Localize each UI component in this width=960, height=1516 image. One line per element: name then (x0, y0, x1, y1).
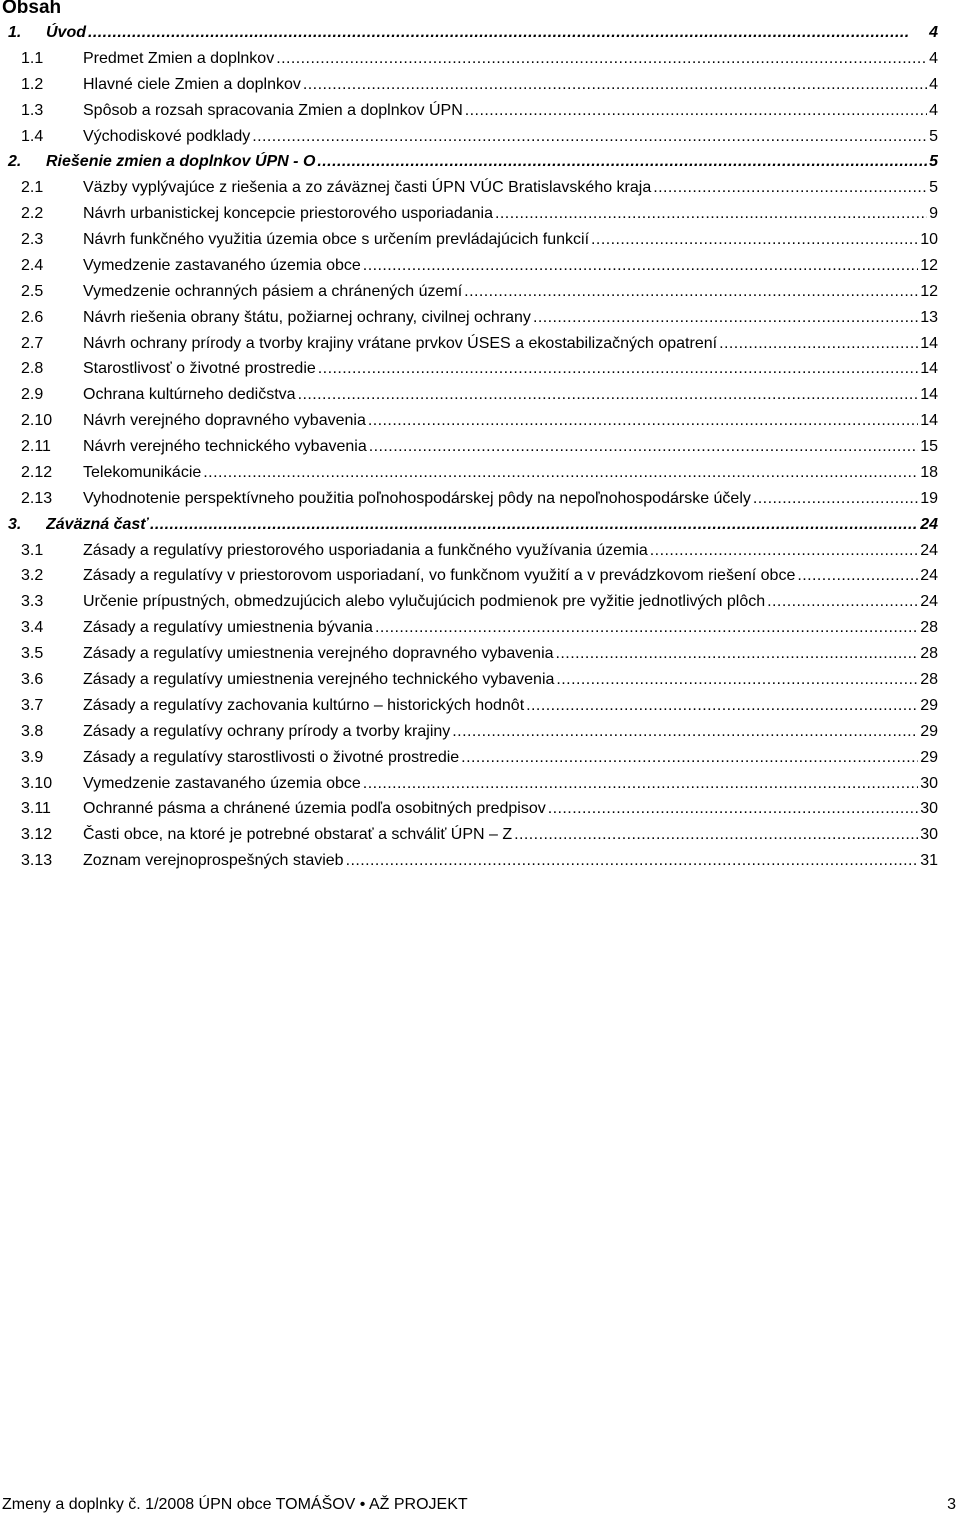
toc-entry[interactable] (0, 126, 938, 148)
toc-entry-title: Vymedzenie zastavaného územia obce (83, 775, 361, 792)
toc-entry-title: Vyhodnotenie perspektívneho použitia poľnohospodárskej pôdy na nepoľnohospodárske účely (83, 490, 751, 507)
toc-entry[interactable] (0, 617, 938, 639)
toc-entry-number: 3.11 (21, 800, 51, 817)
toc-entry-title: Telekomunikácie (83, 464, 202, 481)
toc-entry-number: 1.2 (21, 76, 44, 93)
toc-entry-page: 14 (920, 386, 938, 403)
toc-entry-title: Vymedzenie zastavaného územia obce (83, 257, 361, 274)
toc-entry-number: 2.12 (21, 464, 53, 481)
toc-entry[interactable] (0, 307, 938, 329)
toc-entry[interactable] (0, 229, 938, 251)
toc-entry-page: 12 (920, 283, 938, 300)
toc-entry-title: Zásady a regulatívy umiestnenia verejného technického vybavenia (83, 671, 555, 688)
toc-entry-number: 3.1 (21, 542, 44, 559)
dot-leader (461, 747, 918, 769)
toc-entry-number: 3.2 (21, 567, 44, 584)
toc-entry-title: Návrh verejného technického vybavenia (83, 438, 367, 455)
toc-entry[interactable] (0, 591, 938, 613)
toc-entry[interactable] (0, 462, 938, 484)
dot-leader (303, 74, 927, 96)
dot-leader (375, 617, 918, 639)
toc-entry-number: 2.9 (21, 386, 44, 403)
toc-entry-title: Východiskové podklady (83, 128, 251, 145)
dot-leader (363, 773, 918, 795)
toc-entry[interactable] (0, 281, 938, 303)
toc-entry[interactable] (0, 151, 938, 173)
toc-entry-number: 2.3 (21, 231, 44, 248)
dot-leader (298, 384, 919, 406)
toc-entry[interactable] (0, 74, 938, 96)
toc-entry-page: 29 (920, 749, 938, 766)
toc-entry-page: 24 (920, 567, 938, 584)
toc-entry-number: 2.6 (21, 309, 44, 326)
dot-leader (548, 798, 918, 820)
toc-entry-page: 28 (920, 645, 938, 662)
toc-entry-title: Určenie prípustných, obmedzujúcich alebo vylučujúcich podmienok pre vyžitie jednotlivých plôch (83, 593, 766, 610)
toc-entry[interactable] (0, 669, 938, 691)
dot-leader (533, 307, 918, 329)
dot-leader (452, 721, 918, 743)
dot-leader (719, 333, 918, 355)
toc-entry-page: 9 (929, 205, 938, 222)
dot-leader (203, 462, 918, 484)
toc-entry-title: Návrh urbanistickej koncepcie priestorového usporiadania (83, 205, 494, 222)
toc-entry-number: 1. (8, 24, 22, 41)
toc-entry-number: 1.4 (21, 128, 44, 145)
toc-entry-number: 2.10 (21, 412, 53, 429)
toc-entry[interactable] (0, 565, 938, 587)
toc-entry-title: Ochranné pásma a chránené územia podľa osobitných predpisov (83, 800, 546, 817)
toc-entry-page: 4 (929, 102, 938, 119)
dot-leader (767, 591, 918, 613)
toc-entry[interactable] (0, 721, 938, 743)
toc-entry-number: 2.11 (21, 438, 51, 455)
toc-entry-page: 10 (920, 231, 938, 248)
toc-entry-number: 3.6 (21, 671, 44, 688)
toc-entry-number: 3.8 (21, 723, 44, 740)
toc-entry-title: Návrh funkčného využitia územia obce s určením prevládajúcich funkcií (83, 231, 590, 248)
toc-entry-title: Úvod (46, 24, 86, 41)
toc-entry-number: 3.10 (21, 775, 53, 792)
toc-entry-page: 24 (920, 593, 938, 610)
toc-entry-page: 5 (929, 153, 938, 170)
dot-leader (368, 410, 918, 432)
dot-leader (514, 824, 918, 846)
toc-entry-page: 19 (920, 490, 938, 507)
toc-entry[interactable] (0, 540, 938, 562)
toc-entry-page: 14 (920, 412, 938, 429)
toc-entry-title: Riešenie zmien a doplnkov ÚPN - O (46, 153, 316, 170)
toc-entry[interactable] (0, 773, 938, 795)
toc-entry-number: 2.8 (21, 360, 44, 377)
toc-entry-title: Spôsob a rozsah spracovania Zmien a doplnkov ÚPN (83, 102, 463, 119)
toc-entry-title: Návrh ochrany prírody a tvorby krajiny vrátane prvkov ÚSES a ekostabilizačných opatrení (83, 335, 718, 352)
toc-entry-page: 30 (920, 775, 938, 792)
dot-leader (465, 100, 927, 122)
dot-leader (556, 669, 918, 691)
toc-entry-number: 2.13 (21, 490, 53, 507)
dot-leader (276, 48, 927, 70)
toc-entry[interactable] (0, 48, 938, 70)
toc-entry-number: 3.4 (21, 619, 44, 636)
dot-leader (346, 850, 919, 872)
toc-entry[interactable] (0, 177, 938, 199)
toc-entry[interactable] (0, 747, 938, 769)
toc-entry-number: 3.3 (21, 593, 44, 610)
toc-entry-title: Návrh riešenia obrany štátu, požiarnej ochrany, civilnej ochrany (83, 309, 531, 326)
toc-entry-page: 30 (920, 800, 938, 817)
toc-entry-page: 4 (929, 24, 938, 41)
toc-entry-title: Starostlivosť o životné prostredie (83, 360, 316, 377)
toc-entry-page: 24 (920, 516, 938, 533)
toc-entry-title: Predmet Zmien a doplnkov (83, 50, 275, 67)
toc-entry-number: 3. (8, 516, 22, 533)
footer-text: Zmeny a doplnky č. 1/2008 ÚPN obce TOMÁŠOV • AŽ PROJEKT (2, 1496, 468, 1513)
toc-entry-title: Záväzná časť (46, 516, 148, 533)
toc-entry-page: 29 (920, 723, 938, 740)
toc-entry[interactable] (0, 410, 938, 432)
toc-entry-page: 14 (920, 360, 938, 377)
toc-entry-number: 3.5 (21, 645, 44, 662)
toc-entry-number: 3.12 (21, 826, 53, 843)
dot-leader (556, 643, 919, 665)
toc-entry-title: Väzby vyplývajúce z riešenia a zo záväznej časti ÚPN VÚC Bratislavského kraja (83, 179, 652, 196)
page-title: Obsah (2, 0, 62, 18)
toc-entry[interactable] (0, 643, 938, 665)
toc-entry[interactable] (0, 333, 938, 355)
dot-leader (753, 488, 918, 510)
toc-entry-title: Zásady a regulatívy umiestnenia bývania (83, 619, 373, 636)
toc-entry[interactable] (0, 488, 938, 510)
toc-entry-page: 4 (929, 76, 938, 93)
dot-leader (369, 436, 918, 458)
toc-entry-title: Hlavné ciele Zmien a doplnkov (83, 76, 301, 93)
toc-entry-title: Ochrana kultúrneho dedičstva (83, 386, 296, 403)
toc-entry-page: 28 (920, 619, 938, 636)
toc-entry-title: Vymedzenie ochranných pásiem a chránených území (83, 283, 463, 300)
toc-entry-title: Časti obce, na ktoré je potrebné obstarať a schváliť ÚPN – Z (83, 826, 513, 843)
toc-entry-number: 3.9 (21, 749, 44, 766)
dot-leader (526, 695, 918, 717)
toc-entry-page: 4 (929, 50, 938, 67)
toc-entry-page: 5 (929, 128, 938, 145)
toc-entry-number: 1.3 (21, 102, 44, 119)
toc-entry-title: Zásady a regulatívy priestorového usporiadania a funkčného využívania územia (83, 542, 648, 559)
toc-entry-number: 1.1 (21, 50, 44, 67)
toc-entry-title: Návrh verejného dopravného vybavenia (83, 412, 366, 429)
dot-leader (464, 281, 918, 303)
toc-entry-page: 13 (920, 309, 938, 326)
toc-entry[interactable] (0, 850, 938, 872)
toc-entry-title: Zásady a regulatívy zachovania kultúrno – historických hodnôt (83, 697, 525, 714)
toc-entry-number: 2.1 (21, 179, 44, 196)
dot-leader (252, 126, 927, 148)
toc-entry-page: 31 (920, 852, 938, 869)
toc-entry-title: Zásady a regulatívy umiestnenia verejného dopravného vybavenia (83, 645, 554, 662)
dot-leader (650, 540, 918, 562)
toc-entry-page: 29 (920, 697, 938, 714)
toc-entry-number: 2.7 (21, 335, 44, 352)
toc-entry-number: 3.13 (21, 852, 53, 869)
toc-entry[interactable] (0, 436, 938, 458)
dot-leader (318, 358, 918, 380)
toc-entry-page: 5 (929, 179, 938, 196)
toc-entry-number: 2.5 (21, 283, 44, 300)
toc-entry-page: 30 (920, 826, 938, 843)
dot-leader (797, 565, 918, 587)
toc-entry-page: 24 (920, 542, 938, 559)
toc-entry-page: 12 (920, 257, 938, 274)
toc-entry[interactable] (0, 22, 938, 44)
dot-leader (591, 229, 918, 251)
toc-entry[interactable] (0, 100, 938, 122)
toc-entry[interactable] (0, 514, 938, 536)
toc-entry-number: 2.4 (21, 257, 44, 274)
toc-entry-number: 3.7 (21, 697, 44, 714)
toc-entry-title: Zásady a regulatívy v priestorovom usporiadaní, vo funkčnom využití a v prevádzkovom riešení obce (83, 567, 796, 584)
toc-entry-number: 2. (8, 153, 22, 170)
toc-entry-title: Zásady a regulatívy starostlivosti o životné prostredie (83, 749, 460, 766)
dot-leader (150, 514, 918, 536)
toc-entry-title: Zoznam verejnoprospešných stavieb (83, 852, 344, 869)
toc-entry-title: Zásady a regulatívy ochrany prírody a tvorby krajiny (83, 723, 451, 740)
toc-entry[interactable] (0, 203, 938, 225)
toc-entry-page: 28 (920, 671, 938, 688)
toc-entry-page: 18 (920, 464, 938, 481)
toc-entry[interactable] (0, 358, 938, 380)
footer-page-number: 3 (947, 1496, 956, 1513)
dot-leader (363, 255, 918, 277)
toc-entry[interactable] (0, 798, 938, 820)
toc-entry-number: 2.2 (21, 205, 44, 222)
dot-leader (88, 22, 927, 44)
dot-leader (495, 203, 927, 225)
toc-entry[interactable] (0, 384, 938, 406)
toc-entry-page: 14 (920, 335, 938, 352)
toc-entry[interactable] (0, 255, 938, 277)
dot-leader (653, 177, 927, 199)
toc-entry-page: 15 (920, 438, 938, 455)
toc-entry[interactable] (0, 695, 938, 717)
dot-leader (317, 151, 927, 173)
toc-entry[interactable] (0, 824, 938, 846)
